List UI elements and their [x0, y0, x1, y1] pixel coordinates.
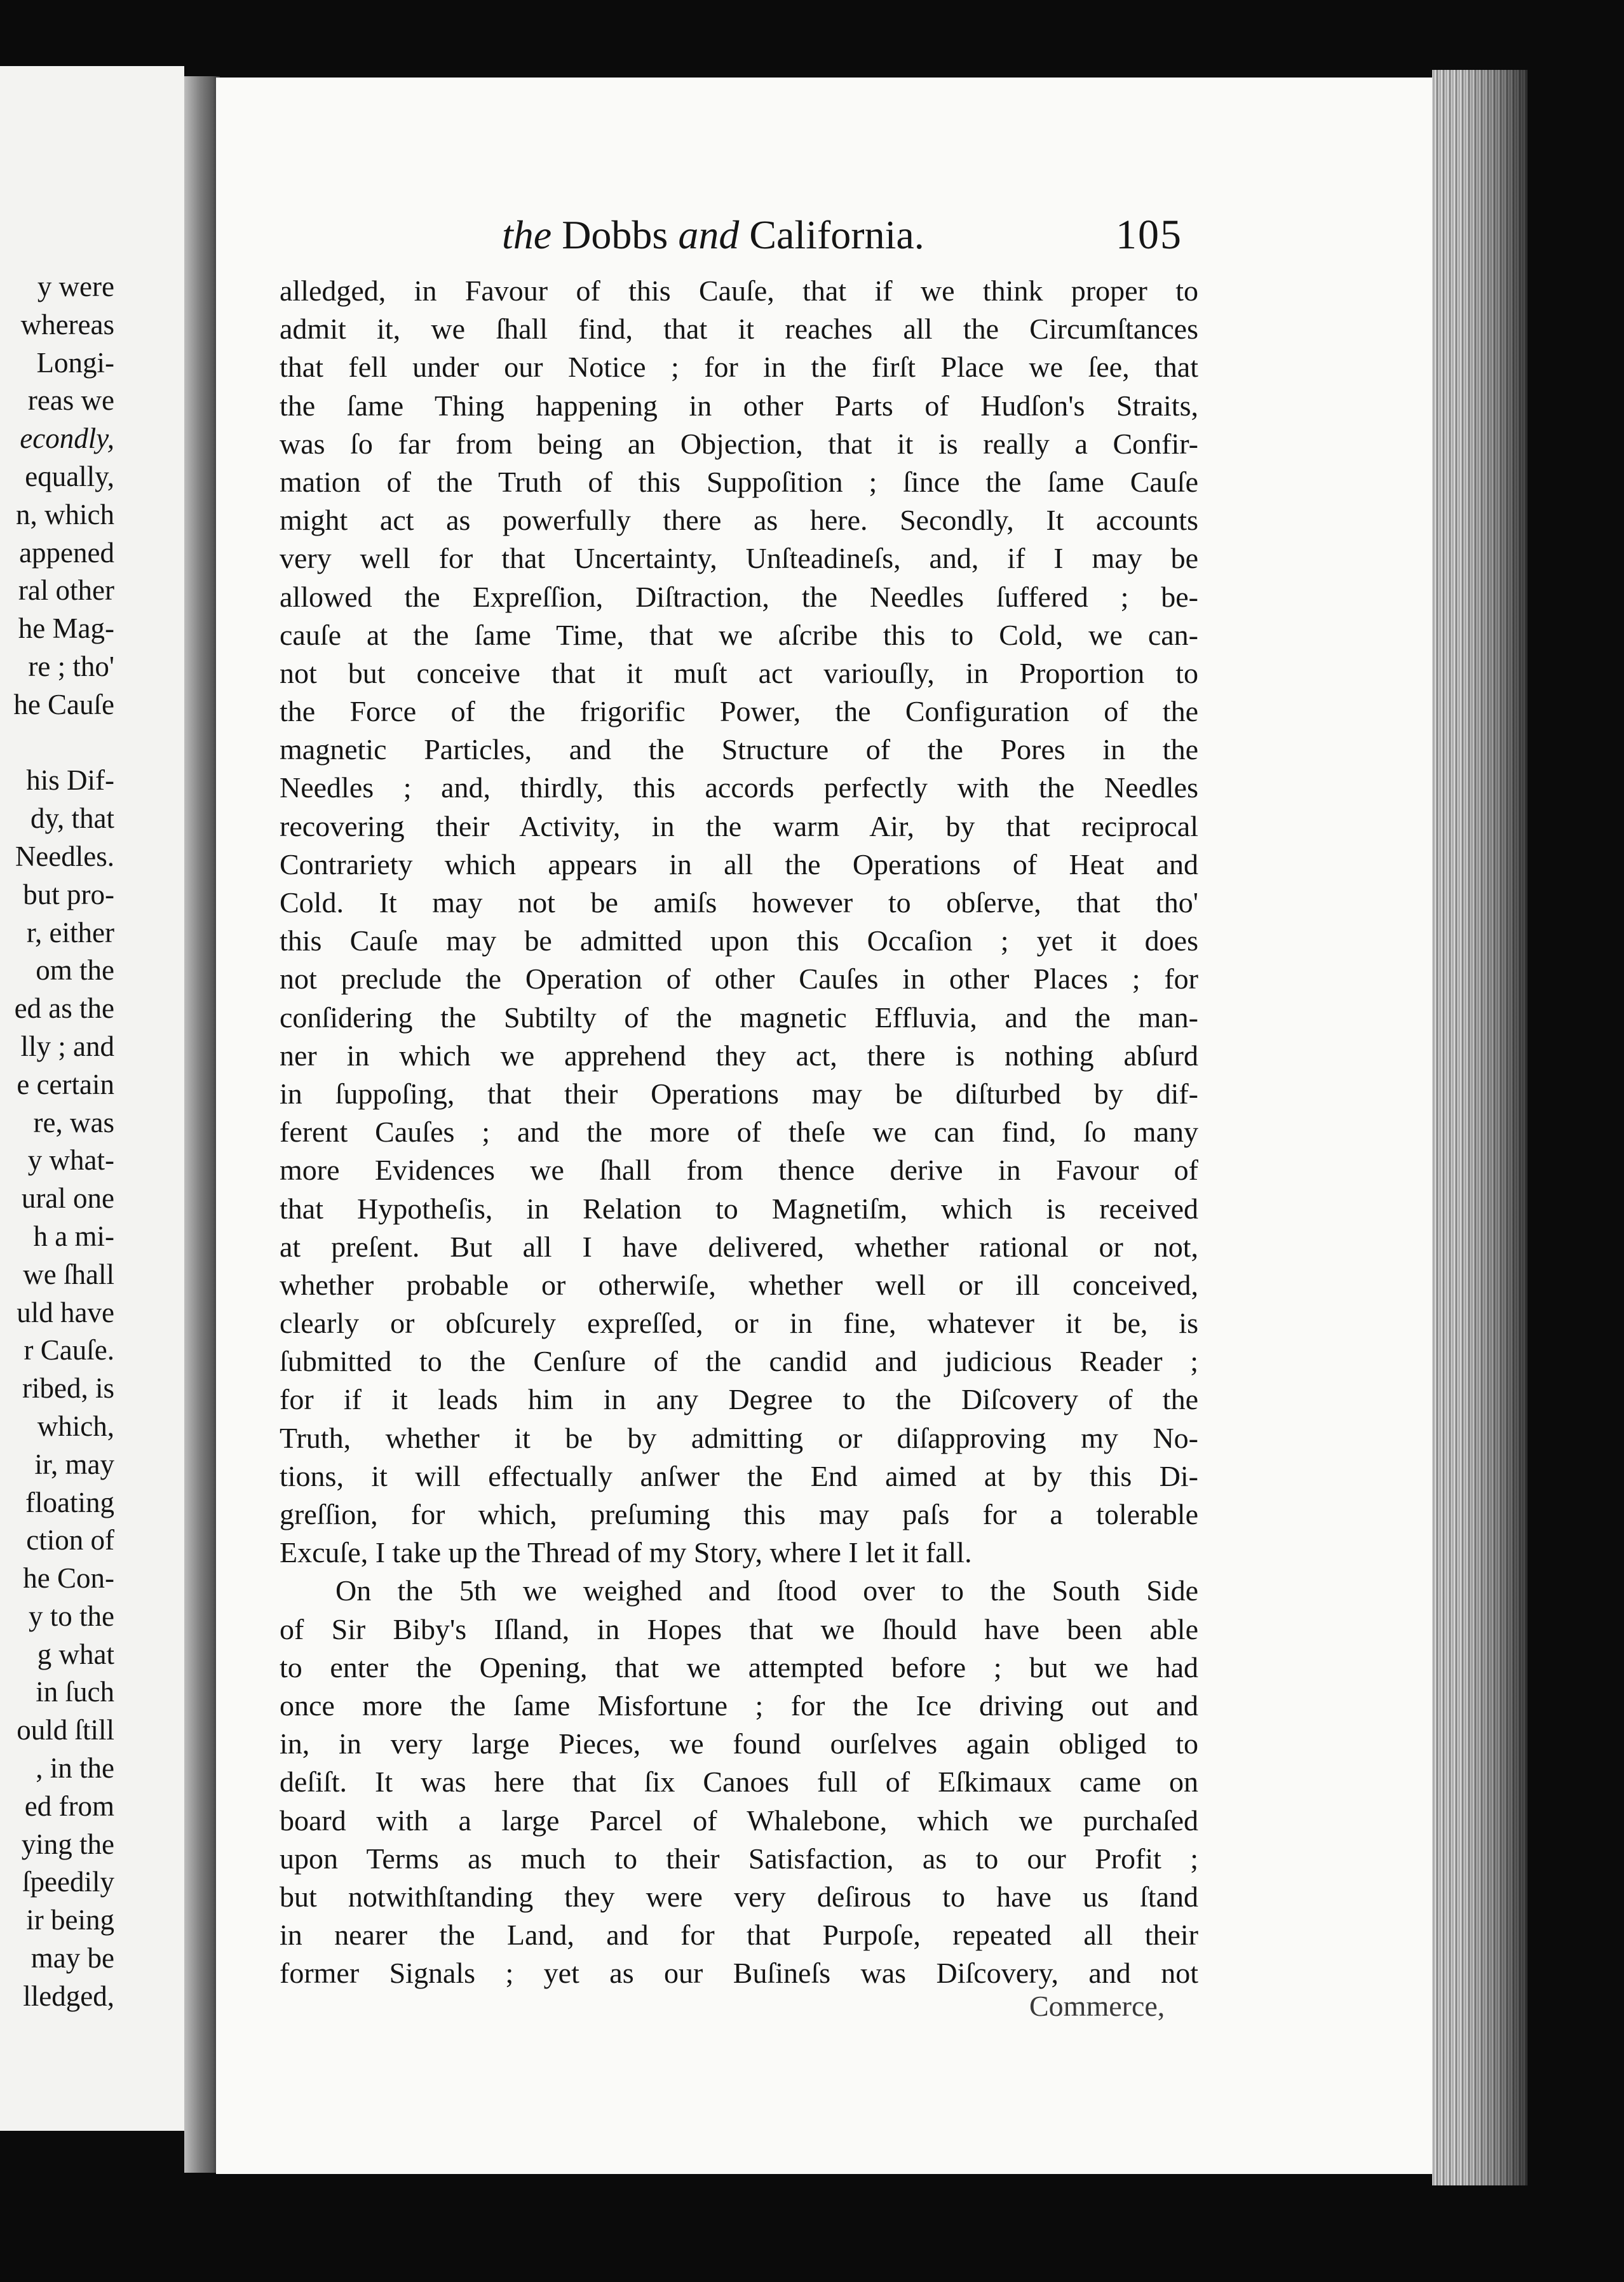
text-line: deſiſt. It was here that ſix Canoes full of Eſkimaux came on	[280, 1766, 1198, 1799]
previous-page-line: ſpeedily	[22, 1866, 114, 1898]
text-line: that fell under our Notice ; for in the firſt Place we ſee, that	[280, 351, 1198, 384]
body-text	[280, 272, 1198, 1992]
text-line: to enter the Opening, that we attempted before ; but we had	[280, 1651, 1198, 1684]
page-edges-shadow	[1461, 70, 1527, 2185]
previous-page-line: ribed, is	[22, 1372, 114, 1405]
text-line: allowed the Expreſſion, Diſtraction, the Needles ſuffered ; be-	[280, 580, 1198, 613]
previous-page-line: ed as the	[14, 992, 114, 1025]
previous-page-line: ed from	[24, 1790, 114, 1822]
previous-page-line: , in the	[36, 1752, 114, 1785]
previous-page-line: ying the	[21, 1828, 114, 1860]
text-line: once more the ſame Misfortune ; for the Ice driving out and	[280, 1689, 1198, 1722]
previous-page-line: h a mi-	[33, 1220, 114, 1252]
text-line: tions, it will effectually anſwer the End aimed at by this Di-	[280, 1459, 1198, 1492]
previous-page-line: r, either	[26, 916, 114, 949]
running-head-ship-dobbs: Dobbs	[562, 212, 668, 257]
previous-page-line: lledged,	[23, 1980, 114, 2012]
text-line: the Force of the frigorific Power, the Configuration of the	[280, 695, 1198, 728]
text-line: more Evidences we ſhall from thence derive in Favour of	[280, 1154, 1198, 1187]
previous-page-line: re, was	[33, 1106, 114, 1138]
text-line: magnetic Particles, and the Structure of the Pores in the	[280, 733, 1198, 766]
text-line: was ſo far from being an Objection, that it is really a Confir-	[280, 427, 1198, 460]
text-line: of Sir Biby's Iſland, in Hopes that we ſhould have been able	[280, 1612, 1198, 1645]
previous-page-line: whereas	[20, 308, 114, 341]
text-line: former Signals ; yet as our Buſineſs was Diſcovery, and not	[280, 1957, 1198, 1990]
text-line: conſidering the Subtilty of the magnetic Effluvia, and the man-	[280, 1001, 1198, 1034]
previous-page-line: reas we	[27, 384, 114, 417]
page-number: 105	[1116, 212, 1182, 258]
text-line: Contrariety which appears in all the Operations of Heat and	[280, 847, 1198, 881]
text-line: not but conceive that it muſt act variouſly, in Proportion to	[280, 656, 1198, 689]
previous-page-line: ral other	[18, 574, 114, 607]
previous-page-line: y were	[37, 271, 114, 302]
previous-page-line: we ſhall	[23, 1258, 114, 1290]
previous-page-line: he Cauſe	[13, 688, 114, 720]
text-line: this Cauſe may be admitted upon this Occaſion ; yet it does	[280, 924, 1198, 957]
book-gutter	[184, 76, 220, 2173]
text-line: clearly or obſcurely expreſſed, or in fine, whatever it be, is	[280, 1307, 1198, 1340]
previous-page-line: re ; tho'	[28, 650, 114, 682]
previous-page-line: he Mag-	[18, 612, 114, 645]
previous-page-text	[0, 268, 114, 2016]
text-line: ner in which we apprehend they act, there is nothing abſurd	[280, 1039, 1198, 1072]
text-line: cauſe at the ſame Time, that we aſcribe this to Cold, we can-	[280, 618, 1198, 651]
text-line: at preſent. But all I have delivered, whether rational or not,	[280, 1230, 1198, 1263]
text-line: Excuſe, I take up the Thread of my Story, where I let it fall.	[280, 1536, 972, 1569]
previous-page-line: ction of	[26, 1524, 114, 1556]
text-line: in nearer the Land, and for that Purpoſe, repeated all their	[280, 1919, 1198, 1952]
text-line: very well for that Uncertainty, Unſteadineſs, and, if I may be	[280, 542, 1198, 575]
text-line: Truth, whether it be by admitting or diſapproving my No-	[280, 1421, 1198, 1454]
text-line: mation of the Truth of this Suppoſition ; ſince the ſame Cauſe	[280, 465, 1198, 498]
previous-page-line: e certain	[17, 1068, 114, 1100]
text-line: in ſuppoſing, that their Operations may be diſturbed by dif-	[280, 1077, 1198, 1110]
previous-page-line: ir being	[26, 1904, 114, 1936]
previous-page-line: dy, that	[30, 802, 114, 835]
running-head-ship-california: California.	[749, 212, 924, 257]
running-head-conjunction: and	[668, 212, 750, 257]
previous-page-line: his Dif-	[26, 764, 114, 797]
text-line: whether probable or otherwiſe, whether well or ill conceived,	[280, 1268, 1198, 1301]
catchword: Commerce,	[1029, 1990, 1165, 2022]
previous-page-line: Needles.	[15, 840, 114, 872]
previous-page-line	[0, 724, 114, 762]
previous-page-line: Longi-	[36, 346, 114, 379]
previous-page-line: g what	[37, 1638, 114, 1670]
previous-page-line: floating	[25, 1486, 114, 1518]
text-line: for if it leads him in any Degree to the Diſcovery of the	[280, 1383, 1198, 1416]
text-line: not preclude the Operation of other Cauſes in other Places ; for	[280, 962, 1198, 996]
text-line: Cold. It may not be amiſs however to obſerve, that tho'	[280, 886, 1198, 919]
text-line: might act as powerfully there as here. Secondly, It accounts	[280, 504, 1198, 537]
text-line: upon Terms as much to their Satisfaction, as to our Profit ;	[280, 1842, 1198, 1875]
text-line: alledged, in Favour of this Cauſe, that if we think proper to	[280, 274, 1198, 307]
text-line: admit it, we ſhall find, that it reaches all the Circumſtances	[280, 313, 1198, 346]
text-line: On the 5th we weighed and ſtood over to the South Side	[335, 1574, 1198, 1607]
previous-page	[0, 66, 184, 2131]
text-line: but notwithſtanding they were very deſirous to have us ſtand	[280, 1880, 1198, 1913]
previous-page-line: y to the	[29, 1600, 114, 1632]
previous-page-line: ir, may	[34, 1448, 114, 1480]
previous-page-line: econdly,	[20, 422, 114, 455]
previous-page-line: r Cauſe.	[24, 1334, 114, 1367]
text-line: in, in very large Pieces, we found ourſelves again obliged to	[280, 1727, 1198, 1760]
previous-page-line: appened	[19, 536, 114, 569]
text-line: board with a large Parcel of Whalebone, which we purchaſed	[280, 1804, 1198, 1837]
previous-page-line: om the	[36, 954, 114, 987]
previous-page-line: y what-	[27, 1144, 114, 1177]
previous-page-line: equally,	[25, 460, 114, 492]
text-line: ferent Cauſes ; and the more of theſe we can find, ſo many	[280, 1116, 1198, 1149]
text-line: recovering their Activity, in the warm Air, by that reciprocal	[280, 809, 1198, 842]
text-line: the ſame Thing happening in other Parts of Hudſon's Straits,	[280, 389, 1198, 422]
running-head	[502, 210, 924, 260]
previous-page-line: may be	[30, 1942, 114, 1975]
previous-page-line: n, which	[16, 498, 114, 530]
text-line: Needles ; and, thirdly, this accords perfectly with the Needles	[280, 771, 1198, 804]
text-line: that Hypotheſis, in Relation to Magnetiſm, which is received	[280, 1192, 1198, 1225]
previous-page-line: in ſuch	[36, 1676, 114, 1708]
previous-page-line: he Con-	[23, 1562, 114, 1595]
previous-page-line: ould ſtill	[17, 1714, 114, 1746]
previous-page-line: uld have	[17, 1296, 114, 1328]
text-line: ſubmitted to the Cenſure of the candid and judicious Reader ;	[280, 1345, 1198, 1378]
previous-page-line: lly ; and	[20, 1030, 114, 1062]
previous-page-line: but pro-	[23, 878, 114, 910]
running-head-prefix: the	[502, 212, 562, 257]
previous-page-line: ural one	[21, 1182, 114, 1215]
previous-page-line: which,	[37, 1410, 114, 1442]
text-line: greſſion, for which, preſuming this may paſs for a tolerable	[280, 1498, 1198, 1530]
